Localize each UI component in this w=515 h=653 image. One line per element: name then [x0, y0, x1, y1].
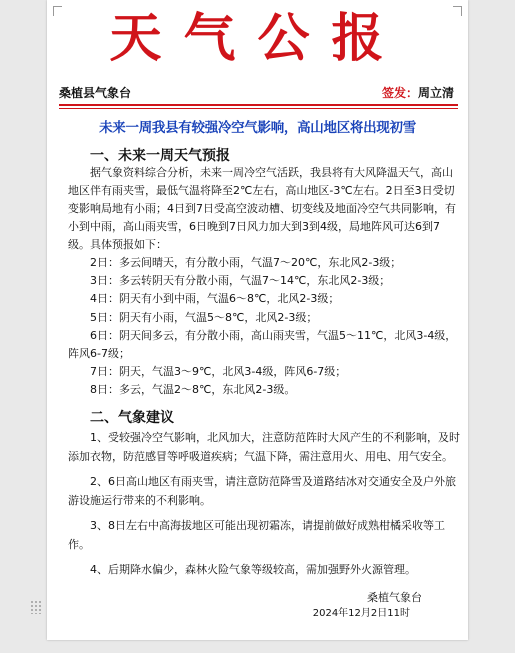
- daily-item: 5日：阴天有小雨，气温5～8℃，北风2-3级；: [90, 310, 318, 324]
- footer-date: 2024年12月2日11时: [312, 608, 410, 619]
- advice-item: 2、6日高山地区有雨夹雪，请注意防范降雪及道路结冰对交通安全及户外旅游设施运行带来的不利影响。: [68, 475, 456, 507]
- advice-list: [68, 428, 463, 585]
- masthead-title: 天气公报: [109, 8, 406, 69]
- daily-item: 2日：多云间晴天，有分散小雨，气温7～20℃，东北风2-3级；: [90, 256, 402, 269]
- advice-item: 4、后期降水偏少，森林火险气象等级较高，需加强野外火源管理。: [90, 563, 416, 576]
- intro-paragraph: 据气象资料综合分析，未来一周冷空气活跃，我县将有大风降温天气，高山地区伴有雨夹雪，最低气温将降至2℃左右，高山地区-3℃左右。2日至3日受切变影响局地有小雨；4日到7日受高空波动槽、切变线及地面冷空气共同影响，有小到中雨，高山雨夹雪，6日晚到7日风力加大到3到4级，局地阵风可达6到7级。具体预报如下：: [68, 166, 456, 251]
- daily-item: 7日：阴天，气温3～9℃，北风3-4级，阵风6-7级；: [90, 365, 347, 379]
- footer-org: 桑植气象台: [367, 591, 422, 604]
- issuer: 桑植县气象台: [59, 86, 132, 100]
- advice-item: 1、受较强冷空气影响，北风加大，注意防范阵时大风产生的不利影响，及时添加衣物，防范感冒等呼吸道疾病；气温下降，需注意用火、用电、用气安全。: [68, 431, 460, 463]
- section-forecast-title: 一、未来一周天气预报: [90, 148, 230, 164]
- red-rule: [59, 104, 458, 106]
- signer: [382, 84, 454, 101]
- section-advice-title: 二、气象建议: [90, 410, 174, 426]
- signer-label: 签发：: [381, 86, 418, 100]
- daily-item: 6日：阴天间多云，有分散小雨，高山雨夹雪，气温5～11℃，北风3-4级，阵风6-7级；: [68, 328, 457, 361]
- corner-mark: [53, 6, 62, 16]
- red-rule-thin: [59, 108, 458, 109]
- document-page: [47, 0, 468, 640]
- advice-item: 3、8日左右中高海拔地区可能出现初霜冻，请提前做好成熟柑橘采收等工作。: [68, 519, 445, 551]
- signer-name: 周立清: [417, 86, 454, 100]
- daily-forecast-list: [68, 254, 463, 400]
- corner-mark: [453, 6, 462, 16]
- daily-item: 3日：多云转阴天有分散小雨，气温7～14℃，东北风2-3级；: [90, 274, 391, 288]
- headline: 未来一周我县有较强冷空气影响，高山地区将出现初雪: [99, 120, 416, 136]
- daily-item: 4日：阴天有小到中雨，气温6～8℃，北风2-3级；: [90, 292, 340, 306]
- drag-handle-icon[interactable]: [30, 600, 42, 614]
- daily-item: 8日：多云，气温2～8℃，东北风2-3级。: [90, 383, 296, 397]
- issuer-row: [59, 84, 454, 104]
